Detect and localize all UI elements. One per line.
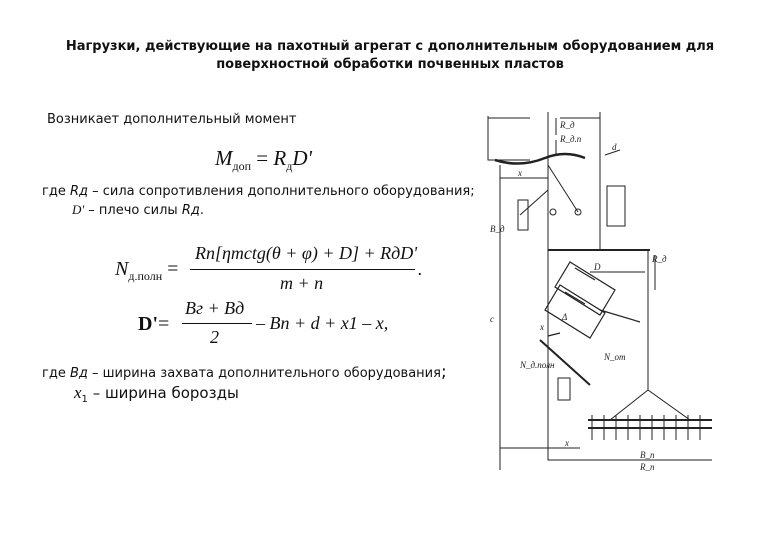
label-d: d bbox=[612, 142, 617, 152]
def3-symbol: Вд bbox=[69, 366, 88, 381]
label-rd-top: R_д bbox=[560, 120, 575, 130]
def2-text: – плечо силы bbox=[84, 203, 182, 218]
label-delta: Δ bbox=[562, 312, 568, 322]
dim-bottom bbox=[548, 440, 712, 460]
label-rd-pol: R_д.п bbox=[560, 134, 582, 144]
label-d-mid: D bbox=[594, 262, 601, 272]
def1-symbol: Rд bbox=[69, 184, 88, 199]
formula1-r: R bbox=[273, 146, 287, 170]
label-rn: R_п bbox=[640, 462, 655, 472]
label-c: c bbox=[490, 314, 494, 324]
formula2-numerator: Rп[ηmctg(θ + φ) + D] + RдD' bbox=[195, 243, 418, 263]
label-x: x bbox=[518, 168, 522, 178]
def4-sub: 1 bbox=[81, 394, 88, 405]
def2-symbol2: Rд bbox=[181, 203, 200, 218]
pivot-1 bbox=[550, 209, 556, 215]
def2-symbol: D' bbox=[72, 202, 85, 217]
formula3-rest: – Bп + d + x1 – x, bbox=[256, 313, 389, 333]
def1-text: – сила сопротивления дополнительного оборудования; bbox=[87, 184, 475, 199]
def3-text: – ширина захвата дополнительного оборудования bbox=[87, 366, 441, 381]
formula1-r-sub: д bbox=[286, 159, 293, 174]
formula3-eq: = bbox=[158, 313, 170, 335]
label-n-poln: N_д.полн bbox=[520, 360, 555, 370]
def4-text: – ширина борозды bbox=[87, 384, 239, 402]
formula2-eq: = bbox=[167, 258, 179, 280]
label-np-ot: N_от bbox=[604, 352, 626, 362]
hopper-left bbox=[488, 116, 530, 160]
title-line-1: Нагрузки, действующие на пахотный агрегат с дополнительным оборудованием для bbox=[65, 39, 715, 54]
chain bbox=[495, 154, 585, 164]
harrow-hitch bbox=[610, 390, 690, 420]
label-bd: В_д bbox=[490, 224, 505, 234]
formula2-denominator: m + n bbox=[280, 273, 324, 293]
formula2-lhs: N bbox=[115, 258, 129, 280]
formula1-lhs-sub: доп bbox=[232, 159, 252, 174]
def4-symbol: x bbox=[74, 383, 82, 402]
formula1-lhs: M bbox=[215, 146, 233, 170]
label-rd-right: R_д bbox=[652, 254, 667, 264]
formula3-denominator: 2 bbox=[210, 327, 219, 347]
formula2-dot: . bbox=[418, 259, 423, 279]
formula3-numerator: Bг + Bд bbox=[185, 298, 245, 318]
block-right bbox=[607, 186, 625, 226]
label-x-small: x bbox=[540, 322, 544, 332]
intro-text: Возникает дополнительный момент bbox=[47, 112, 297, 127]
formula1-d: D' bbox=[292, 146, 312, 170]
def3-end: ; bbox=[440, 362, 447, 382]
small-box bbox=[558, 378, 570, 400]
def3-prefix: где bbox=[42, 366, 70, 381]
formula3-lhs: D' bbox=[138, 313, 158, 335]
formula1-eq: = bbox=[256, 146, 269, 170]
def1-prefix: где bbox=[42, 184, 70, 199]
link-1 bbox=[548, 165, 578, 212]
title-line-2: поверхностной обработки почвенных пластов bbox=[216, 57, 564, 72]
def2-end: . bbox=[199, 203, 204, 218]
block-left bbox=[518, 200, 528, 230]
link-2 bbox=[520, 190, 548, 215]
formula2-lhs-sub: д.полн bbox=[128, 269, 163, 283]
label-bp: В_п bbox=[640, 450, 655, 460]
disk-assembly bbox=[545, 262, 640, 338]
label-x-bottom: x bbox=[565, 438, 569, 448]
